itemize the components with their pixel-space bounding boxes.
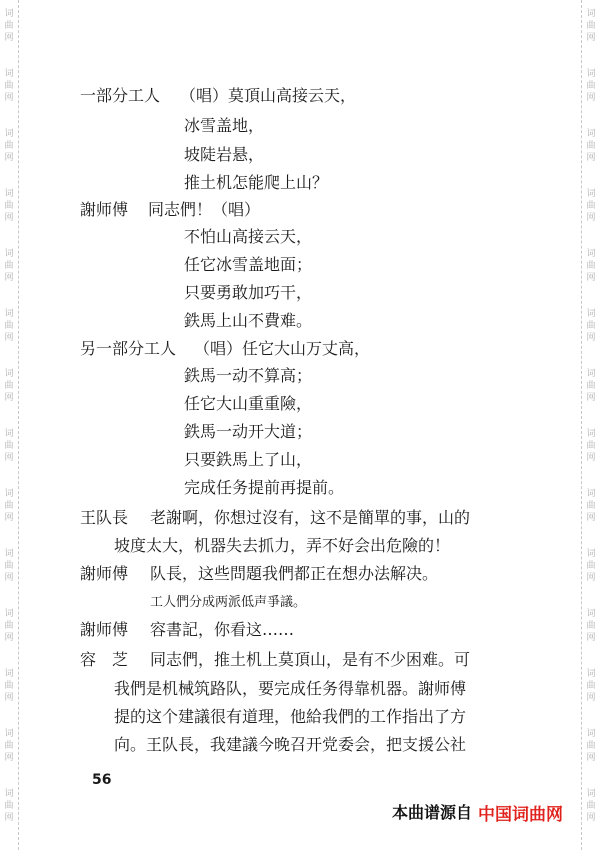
watermark-group: 词 曲 网: [586, 489, 596, 523]
watermark-group: 词 曲 网: [586, 609, 596, 643]
watermark-group: 词 曲 网: [586, 189, 596, 223]
watermark-group: 词 曲 网: [4, 669, 14, 703]
lyric-line: 任它冰雪盖地面；: [184, 255, 313, 274]
watermark-group: 词 曲 网: [586, 549, 596, 583]
lyric-line: 鉄馬一动开大道；: [184, 422, 313, 441]
lyric-line: 推土机怎能爬上山？: [184, 173, 329, 192]
dialogue-line: 同志們！（唱）: [148, 200, 261, 219]
speaker-label: 謝师傅: [80, 200, 129, 219]
watermark-group: 词 曲 网: [586, 429, 596, 463]
watermark-group: 词 曲 网: [4, 369, 14, 403]
dialogue-line: 我們是机械筑路队，要完成任务得靠机器。謝师傅: [114, 679, 467, 698]
watermark-group: 词 曲 网: [4, 429, 14, 463]
dialogue-line: 老謝啊，你想过沒有，这不是簡單的事，山的: [150, 508, 471, 527]
watermark-group: 词 曲 网: [586, 9, 596, 43]
watermark-group: 词 曲 网: [4, 9, 14, 43]
watermark-group: 词 曲 网: [586, 249, 596, 283]
watermark-group: 词 曲 网: [4, 249, 14, 283]
watermark-column-left: [0, 0, 19, 850]
dialogue-line: 容書記，你看这……: [150, 620, 295, 639]
watermark-group: 词 曲 网: [4, 609, 14, 643]
lyric-line: 鉄馬一动不算高；: [184, 366, 313, 385]
watermark-group: 词 曲 网: [4, 549, 14, 583]
watermark-group: 词 曲 网: [586, 69, 596, 103]
watermark-group: 词 曲 网: [4, 729, 14, 763]
watermark-group: 词 曲 网: [4, 789, 14, 823]
watermark-group: 词 曲 网: [4, 129, 14, 163]
lyric-line: 只要勇敢加巧干，: [184, 283, 313, 302]
lyric-line: 冰雪盖地，: [184, 116, 265, 135]
watermark-column-right: [581, 0, 600, 850]
speaker-label: 謝师傅: [80, 620, 129, 639]
watermark-group: 词 曲 网: [586, 789, 596, 823]
dialogue-line: （唱）任它大山万丈高，: [194, 339, 371, 358]
speaker-label: 容 芝: [80, 650, 129, 669]
stage-direction: 工人們分成两派低声爭議。: [150, 595, 307, 610]
speaker-label: 另一部分工人: [80, 339, 177, 358]
watermark-group: 词 曲 网: [586, 309, 596, 343]
watermark-group: 词 曲 网: [4, 309, 14, 343]
lyric-line: 完成任务提前再提前。: [184, 478, 345, 497]
lyric-line: 鉄馬上山不費难。: [184, 311, 313, 330]
watermark-group: 词 曲 网: [586, 729, 596, 763]
watermark-group: 词 曲 网: [4, 189, 14, 223]
dialogue-line: （唱）莫頂山高接云天，: [180, 86, 357, 105]
footer-source-text: 本曲谱源自: [392, 803, 473, 822]
watermark-group: 词 曲 网: [4, 489, 14, 523]
watermark-group: 词 曲 网: [4, 69, 14, 103]
watermark-group: 词 曲 网: [586, 369, 596, 403]
lyric-line: 任它大山重重險，: [184, 394, 313, 413]
footer-site-link[interactable]: 中国词曲网: [478, 805, 563, 825]
dialogue-line: 同志們，推土机上莫頂山，是有不少困难。可: [150, 650, 471, 669]
speaker-label: 王队長: [80, 508, 129, 527]
page-number: 56: [92, 772, 112, 788]
speaker-label: 謝师傅: [80, 564, 129, 583]
watermark-group: 词 曲 网: [586, 669, 596, 703]
lyric-line: 不怕山高接云天，: [184, 227, 313, 246]
speaker-label: 一部分工人: [80, 86, 161, 105]
dialogue-line: 提的这个建議很有道理，他給我們的工作指出了方: [114, 707, 467, 726]
lyric-line: 只要鉄馬上了山，: [184, 450, 313, 469]
lyric-line: 坡陡岩悬，: [184, 145, 265, 164]
watermark-group: 词 曲 网: [586, 129, 596, 163]
dialogue-line: 坡度太大，机器失去抓力，弄不好会出危險的！: [114, 536, 451, 555]
dialogue-line: 向。王队長，我建議今晚召开党委会，把支援公社: [114, 735, 467, 754]
dialogue-line: 队長，这些問題我們都正在想办法解决。: [150, 564, 439, 583]
